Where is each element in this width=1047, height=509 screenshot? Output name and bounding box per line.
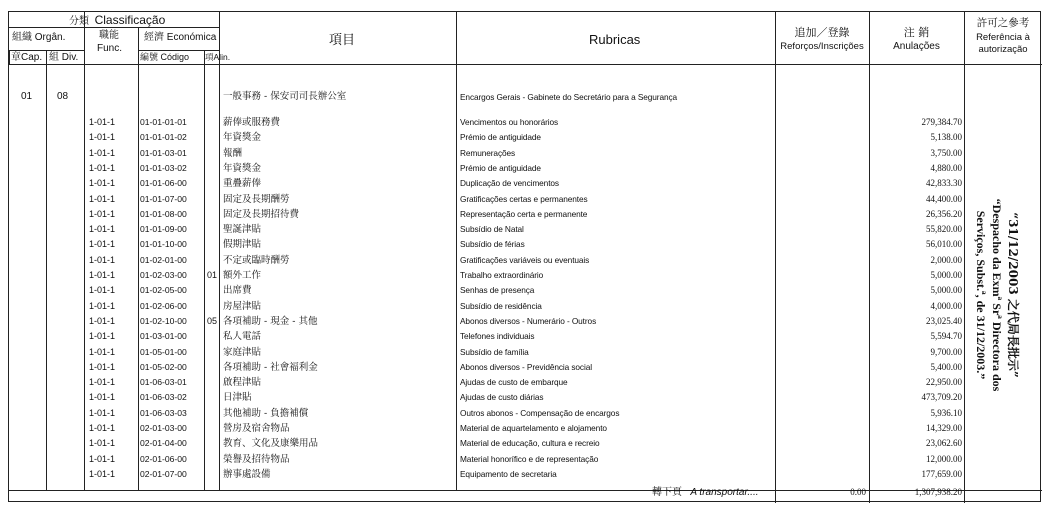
row-item-pt: Remunerações — [460, 147, 516, 158]
row-func: 1-01-1 — [89, 178, 116, 189]
rule — [219, 12, 220, 490]
transport-label — [652, 488, 759, 498]
row-func: 1-01-1 — [89, 300, 116, 311]
section-div: 08 — [57, 91, 69, 102]
row-code: 02-01-04-00 — [140, 438, 187, 449]
func-pt: Func. — [97, 43, 123, 54]
row-item-zh: 榮譽及招待物品 — [223, 453, 290, 465]
row-func: 1-01-1 — [89, 254, 116, 265]
code-zh: 編號 — [140, 53, 159, 63]
authorization-reference — [957, 180, 1037, 410]
row-amount: 4,000.00 — [930, 300, 962, 311]
row-item-pt: Subsídio de Natal — [460, 224, 524, 235]
rule — [9, 27, 219, 28]
row-item-pt: Prémio de antiguidade — [460, 132, 541, 143]
row-code: 01-02-03-00 — [140, 270, 187, 280]
row-alin: 05 — [207, 315, 218, 326]
row-item-zh: 各項補助 - 社會福利金 — [223, 361, 318, 373]
row-func: 1-01-1 — [89, 147, 116, 158]
rule — [84, 12, 85, 490]
row-item-zh: 聖誕津貼 — [223, 224, 262, 236]
row-amount: 22,950.00 — [926, 377, 962, 388]
rule — [46, 50, 47, 490]
budget-sheet — [8, 11, 1041, 502]
row-item-pt: Telefones individuais — [460, 331, 535, 342]
row-code: 01-02-10-00 — [140, 315, 187, 326]
organ-zh: 組織 — [12, 32, 32, 43]
row-func: 1-01-1 — [89, 285, 116, 296]
row-code: 01-02-05-00 — [140, 285, 187, 296]
rule — [204, 50, 205, 490]
row-item-zh: 啟程津貼 — [223, 377, 262, 389]
row-amount: 4,880.00 — [930, 162, 962, 173]
row-code: 02-01-07-00 — [140, 468, 187, 479]
section-name-pt: Encargos Gerais - Gabinete do Secretário para a Segurança — [460, 92, 678, 102]
row-code: 01-01-03-02 — [140, 162, 187, 173]
row-func: 1-01-1 — [89, 453, 116, 464]
row-amount: 23,062.60 — [926, 438, 962, 449]
div-zh: 組 — [49, 52, 59, 63]
header-code — [140, 53, 189, 63]
row-item-pt: Gratificações variáveis ou eventuais — [460, 254, 590, 265]
header-div — [49, 53, 78, 63]
item-zh: 項目 — [329, 33, 356, 48]
rule — [9, 50, 10, 64]
row-code: 01-01-03-01 — [140, 147, 187, 158]
row-item-zh: 年資獎金 — [223, 162, 262, 174]
row-amount: 26,356.20 — [926, 208, 962, 219]
ref-zh: 許可之參考 — [976, 17, 1030, 29]
row-item-zh: 房屋津貼 — [223, 300, 262, 312]
row-code: 01-01-01-01 — [140, 117, 187, 127]
classification-zh: 分類 — [69, 16, 89, 27]
row-item-pt: Trabalho extraordinário — [460, 270, 544, 280]
row-amount: 5,594.70 — [930, 331, 962, 342]
row-alin: 01 — [207, 270, 218, 280]
ref-pt1: Referência à — [976, 32, 1030, 43]
row-item-zh: 薪俸或服務費 — [223, 117, 281, 128]
row-func: 1-01-1 — [89, 407, 116, 418]
row-func: 1-01-1 — [89, 315, 116, 326]
code-pt: Código — [160, 52, 190, 62]
func-zh: 職能 — [99, 30, 119, 41]
rule — [9, 50, 84, 51]
row-item-zh: 出席費 — [223, 285, 252, 297]
organ-pt: Orgân. — [34, 32, 66, 43]
reforco-zh: 追加／登錄 — [794, 26, 850, 39]
row-func: 1-01-1 — [89, 239, 116, 250]
row-code: 01-03-01-00 — [140, 331, 187, 342]
row-item-pt: Senhas de presença — [460, 285, 535, 296]
row-code: 01-01-07-00 — [140, 193, 187, 204]
rule — [138, 27, 139, 490]
row-item-pt: Ajudas de custo de embarque — [460, 377, 568, 388]
row-amount: 12,000.00 — [926, 453, 962, 464]
row-func: 1-01-1 — [89, 438, 116, 449]
row-func: 1-01-1 — [89, 132, 116, 143]
row-item-pt: Outros abonos - Compensação de encargos — [460, 407, 620, 418]
row-code: 01-06-03-03 — [140, 407, 187, 418]
row-amount: 5,138.00 — [930, 132, 962, 143]
row-func: 1-01-1 — [89, 346, 116, 357]
rule — [456, 12, 457, 490]
row-code: 01-06-03-01 — [140, 377, 187, 388]
row-code: 01-05-02-00 — [140, 361, 187, 372]
row-code: 01-01-06-00 — [140, 178, 187, 189]
transport-pt: A transportar.... — [690, 487, 759, 498]
row-item-zh: 各項補助 - 現金 - 其他 — [223, 315, 318, 327]
alin-pt: Alin. — [213, 52, 231, 62]
anul-pt: Anulações — [893, 41, 940, 52]
row-item-pt: Duplicação de vencimentos — [460, 178, 559, 189]
row-item-zh: 假期津貼 — [223, 239, 262, 251]
row-code: 01-01-10-00 — [140, 239, 187, 250]
row-code: 01-06-03-02 — [140, 392, 187, 403]
row-func: 1-01-1 — [89, 377, 116, 388]
row-item-pt: Material de educação, cultura e recreio — [460, 438, 600, 449]
row-code: 02-01-06-00 — [140, 453, 187, 464]
row-code: 02-01-03-00 — [140, 423, 187, 433]
row-item-pt: Representação certa e permanente — [460, 208, 588, 219]
row-amount: 3,750.00 — [930, 147, 962, 158]
header-organ — [12, 33, 65, 43]
row-item-zh: 年資獎金 — [223, 132, 262, 144]
row-code: 01-02-06-00 — [140, 300, 187, 311]
row-func: 1-01-1 — [89, 361, 116, 372]
row-amount: 56,010.00 — [926, 239, 962, 250]
reforco-pt: Reforços/Inscrições — [780, 41, 864, 52]
row-code: 01-05-01-00 — [140, 346, 187, 357]
transport-zh: 轉下頁 — [652, 487, 682, 498]
row-item-pt: Subsídio de residência — [460, 300, 542, 311]
reference-line3: Serviços, Subst.ª, de 31/12/2003.” — [974, 210, 988, 380]
row-item-zh: 私人電話 — [223, 331, 262, 343]
row-item-zh: 固定及長期酬勞 — [223, 193, 290, 205]
row-code: 01-01-01-02 — [140, 132, 187, 143]
row-func: 1-01-1 — [89, 392, 116, 403]
row-code: 01-01-08-00 — [140, 208, 187, 219]
econ-zh: 經濟 — [144, 32, 164, 43]
row-amount: 5,000.00 — [930, 270, 962, 280]
rule — [775, 12, 776, 503]
row-item-zh: 額外工作 — [223, 270, 262, 281]
row-item-pt: Material de aquartelamento e alojamento — [460, 423, 607, 433]
row-item-pt: Abonos diversos - Numerário - Outros — [460, 315, 597, 326]
section-name-zh: 一般事務 - 保安司司長辦公室 — [223, 91, 347, 102]
header-econ — [144, 33, 216, 43]
row-amount: 2,000.00 — [930, 254, 962, 265]
row-item-pt: Abonos diversos - Previdência social — [460, 361, 592, 372]
anul-total: 1,307,938.20 — [914, 487, 962, 497]
row-amount: 5,936.10 — [930, 407, 962, 418]
row-amount: 55,820.00 — [926, 224, 962, 235]
rubricas-title: Rubricas — [589, 32, 641, 47]
alin-zh: 項 — [205, 53, 214, 63]
row-amount: 5,400.00 — [930, 361, 962, 372]
cap-zh: 章 — [11, 52, 21, 63]
row-func: 1-01-1 — [89, 162, 116, 173]
row-func: 1-01-1 — [89, 193, 116, 204]
div-pt: Div. — [61, 52, 79, 63]
row-item-zh: 日津貼 — [223, 392, 252, 404]
row-amount: 44,400.00 — [926, 193, 962, 204]
row-code: 01-02-01-00 — [140, 254, 187, 265]
row-code: 01-01-09-00 — [140, 224, 187, 235]
row-item-zh: 家庭津貼 — [223, 346, 262, 358]
row-func: 1-01-1 — [89, 224, 116, 235]
row-item-zh: 重疊薪俸 — [223, 178, 262, 190]
row-item-pt: Equipamento de secretaria — [460, 468, 557, 479]
row-item-zh: 報酬 — [223, 147, 243, 159]
row-func: 1-01-1 — [89, 117, 116, 127]
row-item-pt: Material honorífico e de representação — [460, 453, 599, 464]
anul-zh: 注 銷 — [903, 26, 930, 39]
row-amount: 473,709.20 — [921, 392, 962, 403]
section-cap: 01 — [21, 91, 33, 102]
header-alin — [205, 53, 230, 63]
row-func: 1-01-1 — [89, 208, 116, 219]
row-amount: 279,384.70 — [921, 117, 962, 127]
row-item-pt: Vencimentos ou honorários — [460, 117, 559, 127]
row-amount: 23,025.40 — [926, 315, 962, 326]
row-item-pt: Prémio de antiguidade — [460, 162, 541, 173]
row-item-zh: 辦事處設備 — [223, 468, 271, 480]
row-amount: 9,700.00 — [930, 346, 962, 357]
row-item-zh: 不定或臨時酬勞 — [223, 254, 290, 266]
classification-pt: Classificação — [94, 13, 166, 27]
reference-line1: “31/12/2003 之代局長批示” — [1006, 212, 1020, 378]
row-item-pt: Ajudas de custo diárias — [460, 392, 544, 403]
row-func: 1-01-1 — [89, 270, 116, 280]
header-classification — [69, 14, 165, 27]
row-item-zh: 其他補助 - 負擔補償 — [223, 407, 309, 419]
row-item-pt: Subsídio de família — [460, 346, 529, 357]
row-amount: 14,329.00 — [926, 423, 962, 433]
row-item-zh: 教育、文化及康樂用品 — [223, 438, 319, 450]
authorization-text — [973, 180, 1021, 410]
row-func: 1-01-1 — [89, 468, 116, 479]
econ-pt: Económica — [166, 32, 217, 43]
cap-pt: Cap. — [21, 52, 43, 63]
reforco-total: 0.00 — [850, 487, 866, 497]
row-item-pt: Subsídio de férias — [460, 239, 525, 250]
row-amount: 177,659.00 — [921, 468, 962, 479]
reference-line2: “Despacho da Exmª Srª Directora dos — [990, 198, 1004, 392]
row-amount: 5,000.00 — [930, 285, 962, 296]
rule — [138, 50, 219, 51]
row-item-zh: 固定及長期招待費 — [223, 208, 300, 220]
row-func: 1-01-1 — [89, 331, 116, 342]
row-amount: 42,833.30 — [926, 178, 962, 189]
row-func: 1-01-1 — [89, 423, 116, 433]
row-item-zh: 營房及宿舍物品 — [223, 423, 290, 434]
rule — [9, 64, 1042, 65]
header-cap — [11, 53, 42, 63]
ref-pt2: autorização — [978, 44, 1028, 55]
row-item-pt: Gratificações certas e permanentes — [460, 193, 588, 204]
